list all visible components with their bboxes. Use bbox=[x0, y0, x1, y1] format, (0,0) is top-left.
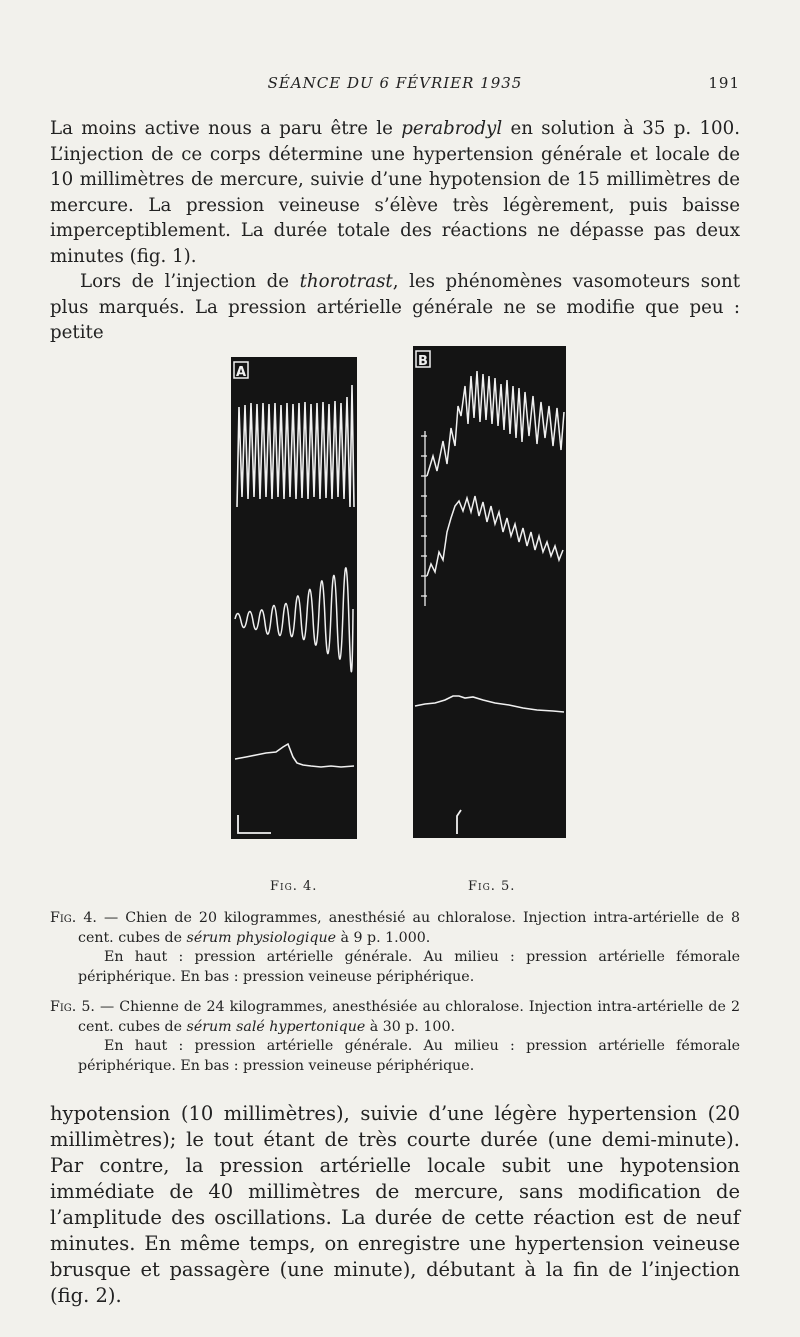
text-run: , les phénomènes vasomoteurs sont plus marqués. La pression artérielle générale ne se modifie que peu : petite bbox=[50, 271, 740, 343]
injection-marker bbox=[238, 815, 271, 833]
caption-lead: Fig. 4. bbox=[50, 910, 97, 926]
calibration-scale bbox=[421, 431, 427, 606]
figure-5-svg bbox=[413, 346, 566, 838]
text-run: à 9 p. 1.000. bbox=[336, 929, 431, 946]
text-run-italic: perabrodyl bbox=[401, 118, 503, 139]
figure-5-label: Fig. 5. bbox=[468, 879, 516, 894]
venous-trace bbox=[415, 696, 564, 712]
text-run: — Chien de 20 kilogrammes, anesthésié au chloralose. Injection intra-artérielle de 8 cent. cubes de bbox=[78, 910, 740, 946]
figure-5-caption bbox=[50, 998, 740, 1076]
text-run: Lors de l’injection de bbox=[80, 271, 300, 292]
figure-4-caption bbox=[50, 909, 740, 987]
page-number: 191 bbox=[708, 74, 740, 92]
caption-lead: Fig. 5. bbox=[50, 999, 95, 1015]
text-run: La moins active nous a paru être le bbox=[50, 118, 402, 139]
arterial-general-trace bbox=[427, 371, 564, 476]
injection-marker bbox=[457, 810, 461, 834]
header-title: SÉANCE DU 6 FÉVRIER 1935 bbox=[267, 74, 523, 92]
arterial-general-trace bbox=[237, 385, 354, 507]
femoral-arterial-trace bbox=[235, 568, 353, 672]
body-text-top bbox=[50, 116, 740, 346]
running-header bbox=[50, 74, 740, 96]
caption-legend: En haut : pression artérielle générale. Au milieu : pression artérielle fémorale périphérique. En bas : pression veineuse périphérique. bbox=[78, 1038, 740, 1074]
figure-4-svg bbox=[231, 357, 357, 839]
paragraph-perabrodyl bbox=[50, 116, 740, 269]
body-text-bottom bbox=[50, 1101, 740, 1309]
paragraph-thorotrast bbox=[50, 269, 740, 346]
figure-4-label: Fig. 4. bbox=[270, 879, 318, 894]
femoral-arterial-trace bbox=[427, 496, 563, 576]
paragraph-continuation: hypotension (10 millimètres), suivie d’une légère hypertension (20 millimètres); le tout étant de très courte durée (une demi-minute). Par contre, la pression artérielle locale subit une hypotension immédiate de 40 millimètres de mercure, sans modification de l’amplitude des oscillations. La durée de cette réaction est de neuf minutes. En même temps, on enregistre une hypertension veineuse brusque et passagère (une minute), débutant à la fin de l’injection (fig. 2). bbox=[50, 1102, 740, 1307]
text-run-italic: thorotrast bbox=[299, 271, 393, 292]
text-run-italic: sérum salé hypertonique bbox=[186, 1018, 366, 1035]
text-run: — Chienne de 24 kilogrammes, anesthésiée au chloralose. Injection intra-artérielle de 2 cent. cubes de bbox=[78, 999, 740, 1035]
figure-5-tracing bbox=[413, 346, 566, 838]
figure-4-tracing bbox=[231, 357, 357, 839]
text-run: à 30 p. 100. bbox=[365, 1018, 455, 1035]
panel-letter: A bbox=[236, 365, 247, 380]
caption-legend: En haut : pression artérielle générale. Au milieu : pression artérielle fémorale périphérique. En bas : pression veineuse périphérique. bbox=[78, 949, 740, 985]
caption-main bbox=[50, 909, 740, 948]
venous-trace bbox=[235, 744, 354, 767]
caption-main bbox=[50, 998, 740, 1037]
text-run: en solution à 35 p. 100. L’injection de ce corps détermine une hypertension générale et locale de 10 millimètres de mercure, suivie d’une hypotension de 15 millimètres de mercure. La pression veineuse s’élève très légèrement, puis baisse imperceptiblement. La durée totale des réactions ne dépasse pas deux minutes (fig. 1). bbox=[50, 118, 740, 267]
text-run-italic: sérum physiologique bbox=[186, 929, 337, 946]
panel-letter: B bbox=[418, 354, 428, 369]
